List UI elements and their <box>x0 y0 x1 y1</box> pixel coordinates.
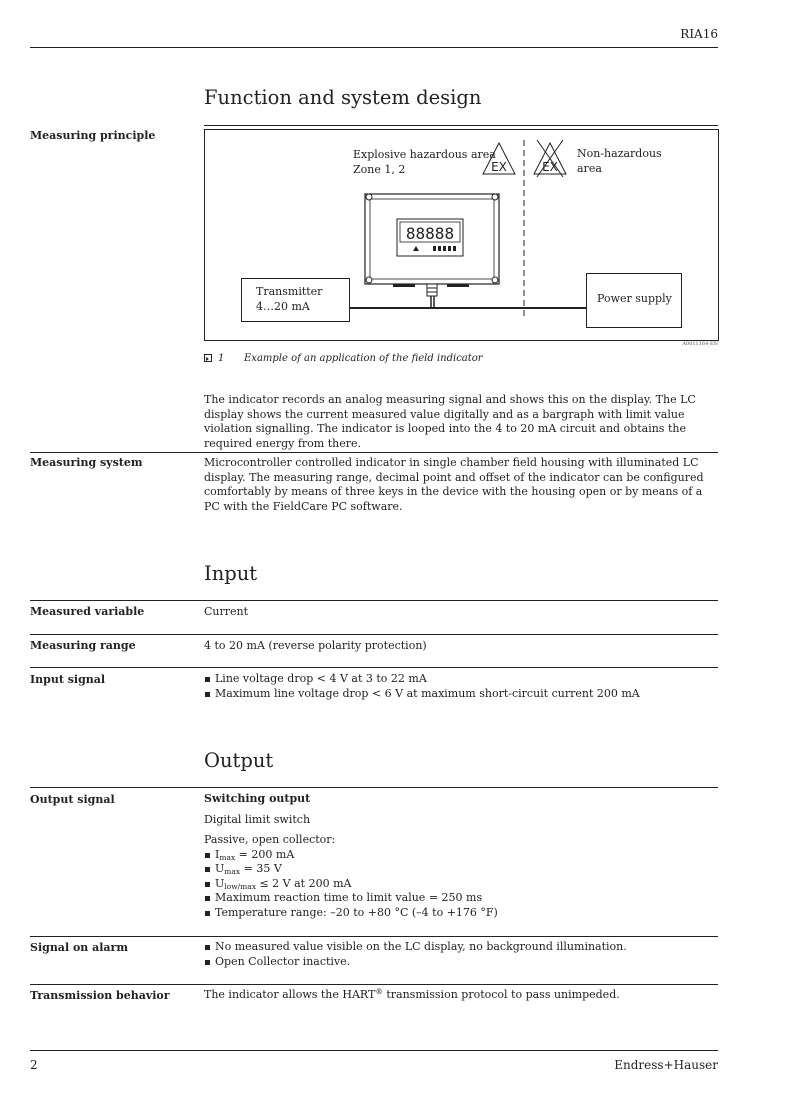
label-output-signal: Output signal <box>30 793 115 806</box>
signal-on-alarm-list <box>204 940 718 969</box>
list-item: $I_{max} = 200$ mA <box>204 848 718 863</box>
row-rule <box>30 984 718 985</box>
measuring-range-value: 4 to 20 mA (reverse polarity protection) <box>204 639 427 652</box>
header-rule <box>30 47 718 48</box>
list-item: $U_{low/max} \le 2$ V at 200 mA <box>204 877 718 892</box>
output-signal-block <box>204 792 718 920</box>
section-title-output: Output <box>204 749 274 772</box>
list-item: Line voltage drop < 4 V at 3 to 22 mA <box>204 672 718 687</box>
label-measuring-system: Measuring system <box>30 456 143 469</box>
label-signal-on-alarm: Signal on alarm <box>30 941 128 954</box>
figure-caption-icon <box>204 354 212 362</box>
nonhazard-area-label: Non-hazardous area <box>577 147 662 175</box>
footer-rule <box>30 1050 718 1051</box>
power-supply-box: Power supply <box>586 273 682 328</box>
svg-text:EX: EX <box>491 160 507 174</box>
field-indicator-device <box>365 194 499 296</box>
list-item: Open Collector inactive. <box>204 955 718 970</box>
ex-crossed-icon <box>534 140 566 177</box>
footer-brand: Endress+Hauser <box>614 1058 718 1072</box>
section-rule <box>30 787 718 788</box>
label-measuring-range: Measuring range <box>30 639 136 652</box>
header-product: RIA16 <box>680 27 718 41</box>
list-item: No measured value visible on the LC display, no background illumination. <box>204 940 718 955</box>
list-item: Maximum line voltage drop < 6 V at maximum short-circuit current 200 mA <box>204 687 718 702</box>
list-item: Maximum reaction time to limit value = 250 ms <box>204 891 718 906</box>
row-rule <box>30 452 718 453</box>
transmission-text: The indicator allows the HART® transmission protocol to pass unimpeded. <box>204 987 620 1001</box>
section-rule <box>30 600 718 601</box>
application-figure <box>204 129 719 341</box>
page-number: 2 <box>30 1058 38 1072</box>
row-rule <box>30 634 718 635</box>
row-rule <box>30 667 718 668</box>
measured-variable-value: Current <box>204 605 249 618</box>
figure-caption-number: 1 <box>218 353 225 364</box>
label-transmission-behavior: Transmission behavior <box>30 989 170 1002</box>
output-heading: Switching output <box>204 792 311 805</box>
figure-code: A0011164-EN <box>682 341 718 347</box>
list-item: $U_{max} = 35$ V <box>204 862 718 877</box>
row-rule <box>30 936 718 937</box>
svg-text:88888: 88888 <box>405 224 455 243</box>
section-rule <box>204 125 718 126</box>
label-input-signal: Input signal <box>30 673 106 686</box>
measuring-system-text: Microcontroller controlled indicator in single chamber field housing with illuminated LC display. The measuring range, decimal point and offset of the indicator can be configured comfortably by means of three keys in the device with the housing open or by means of a PC with the FieldCare PC software. <box>204 456 704 513</box>
svg-text:EX: EX <box>542 160 558 174</box>
hazard-area-label: Explosive hazardous area Zone 1, 2 <box>353 148 496 176</box>
ex-warning-icon <box>483 143 515 174</box>
measuring-principle-description: The indicator records an analog measuring signal and shows this on the display. The LC display shows the current measured value digitally and as a bargraph with limit value violation signalling. The indicator is looped into the 4 to 20 mA circuit and obtains the required energy from there. <box>204 393 696 450</box>
section-title-input: Input <box>204 562 258 585</box>
list-item: Temperature range: –20 to +80 °C (–4 to +176 °F) <box>204 906 718 921</box>
label-measuring-principle: Measuring principle <box>30 129 156 142</box>
section-title-function: Function and system design <box>204 86 482 109</box>
output-line2: Passive, open collector: <box>204 833 336 846</box>
label-measured-variable: Measured variable <box>30 605 145 618</box>
input-signal-list <box>204 672 718 701</box>
output-line1: Digital limit switch <box>204 812 311 826</box>
transmitter-box: Transmitter 4…20 mA <box>241 278 350 322</box>
figure-caption-text: Example of an application of the field indicator <box>244 353 483 364</box>
